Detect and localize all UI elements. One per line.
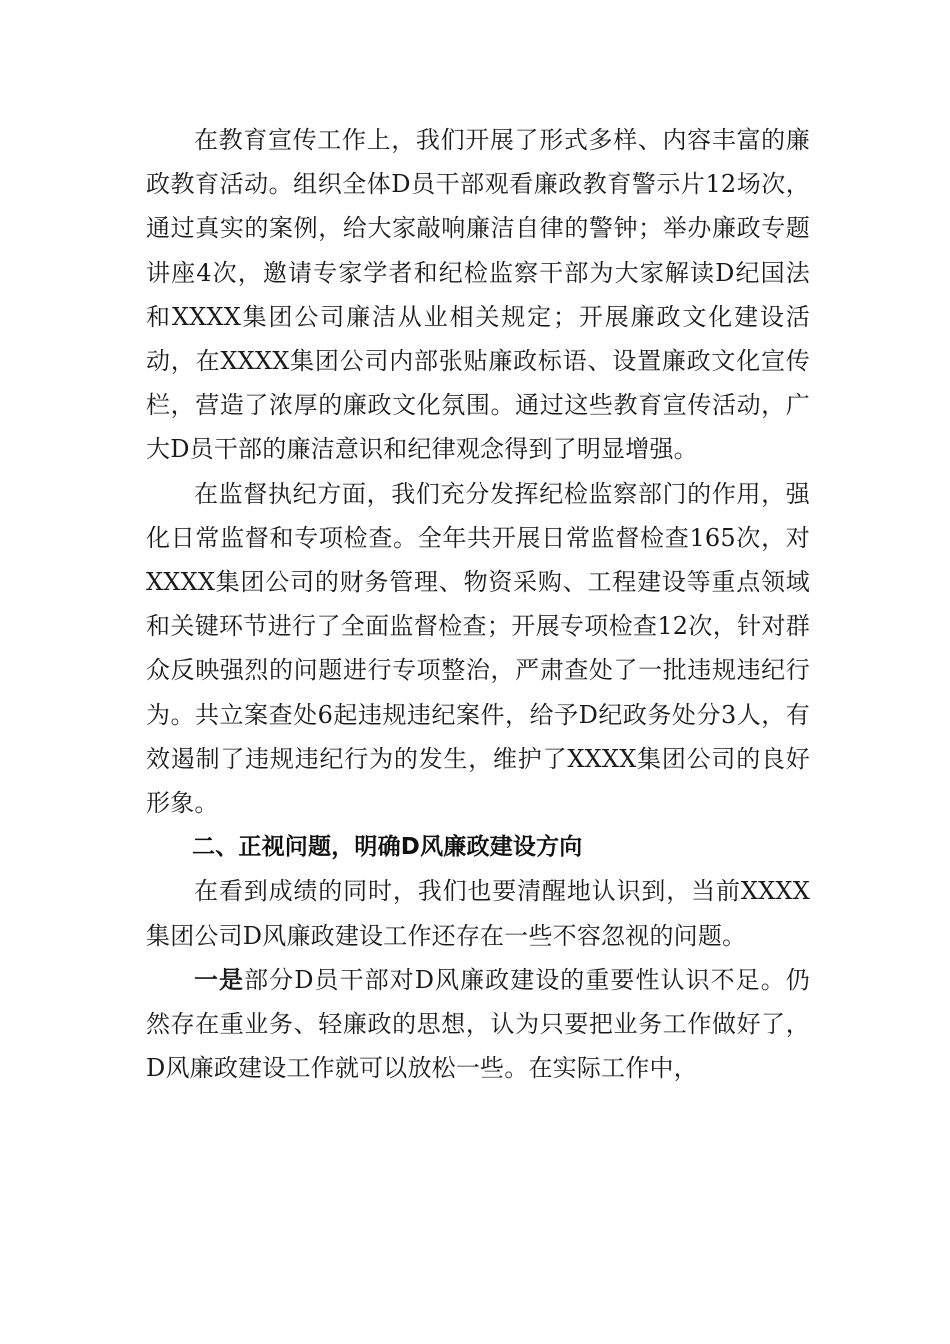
section-heading: 二、正视问题，明确D风廉政建设方向: [192, 834, 583, 861]
point-one-text: 部分D员干部对D风廉政建设的重要性认识不足。仍然存在重业务、轻廉政的思想，认为只要把业务工作做好了，D风廉政建设工作就可以放松一些。在实际工作中，: [146, 965, 810, 1083]
paragraph-education-publicity: 在教育宣传工作上，我们开展了形式多样、内容丰富的廉政教育活动。组织全体D员干部观看廉政教育警示片12场次，通过真实的案例，给大家敲响廉洁自律的警钟；举办廉政专题讲座4次，邀请专家学者和纪检监察干部为大家解读D纪国法和XXXX集团公司廉洁从业相关规定；开展廉政文化建设活动，在XXXX集团公司内部张贴廉政标语、设置廉政文化宣传栏，营造了浓厚的廉政文化氛围。通过这些教育宣传活动，广大D员干部的廉洁意识和纪律观念得到了明显增强。: [146, 126, 810, 464]
document-body: [146, 118, 810, 1090]
point-one-lead: 一是: [194, 965, 245, 994]
paragraph-supervision-discipline: 在监督执纪方面，我们充分发挥纪检监察部门的作用，强化日常监督和专项检查。全年共开展日常监督检查165次，对XXXX集团公司的财务管理、物资采购、工程建设等重点领域和关键环节进行了全面监督检查；开展专项检查12次，针对群众反映强烈的问题进行专项整治，严肃查处了一批违规违纪行为。共立案查处6起违规违纪案件，给予D纪政务处分3人，有效遏制了违规违纪行为的发生，维护了XXXX集团公司的良好形象。: [146, 479, 810, 818]
paragraph-problems-intro: 在看到成绩的同时，我们也要清醒地认识到，当前XXXX集团公司D风廉政建设工作还存在一些不容忽视的问题。: [146, 877, 810, 950]
paragraph-point-one: [146, 958, 810, 1091]
